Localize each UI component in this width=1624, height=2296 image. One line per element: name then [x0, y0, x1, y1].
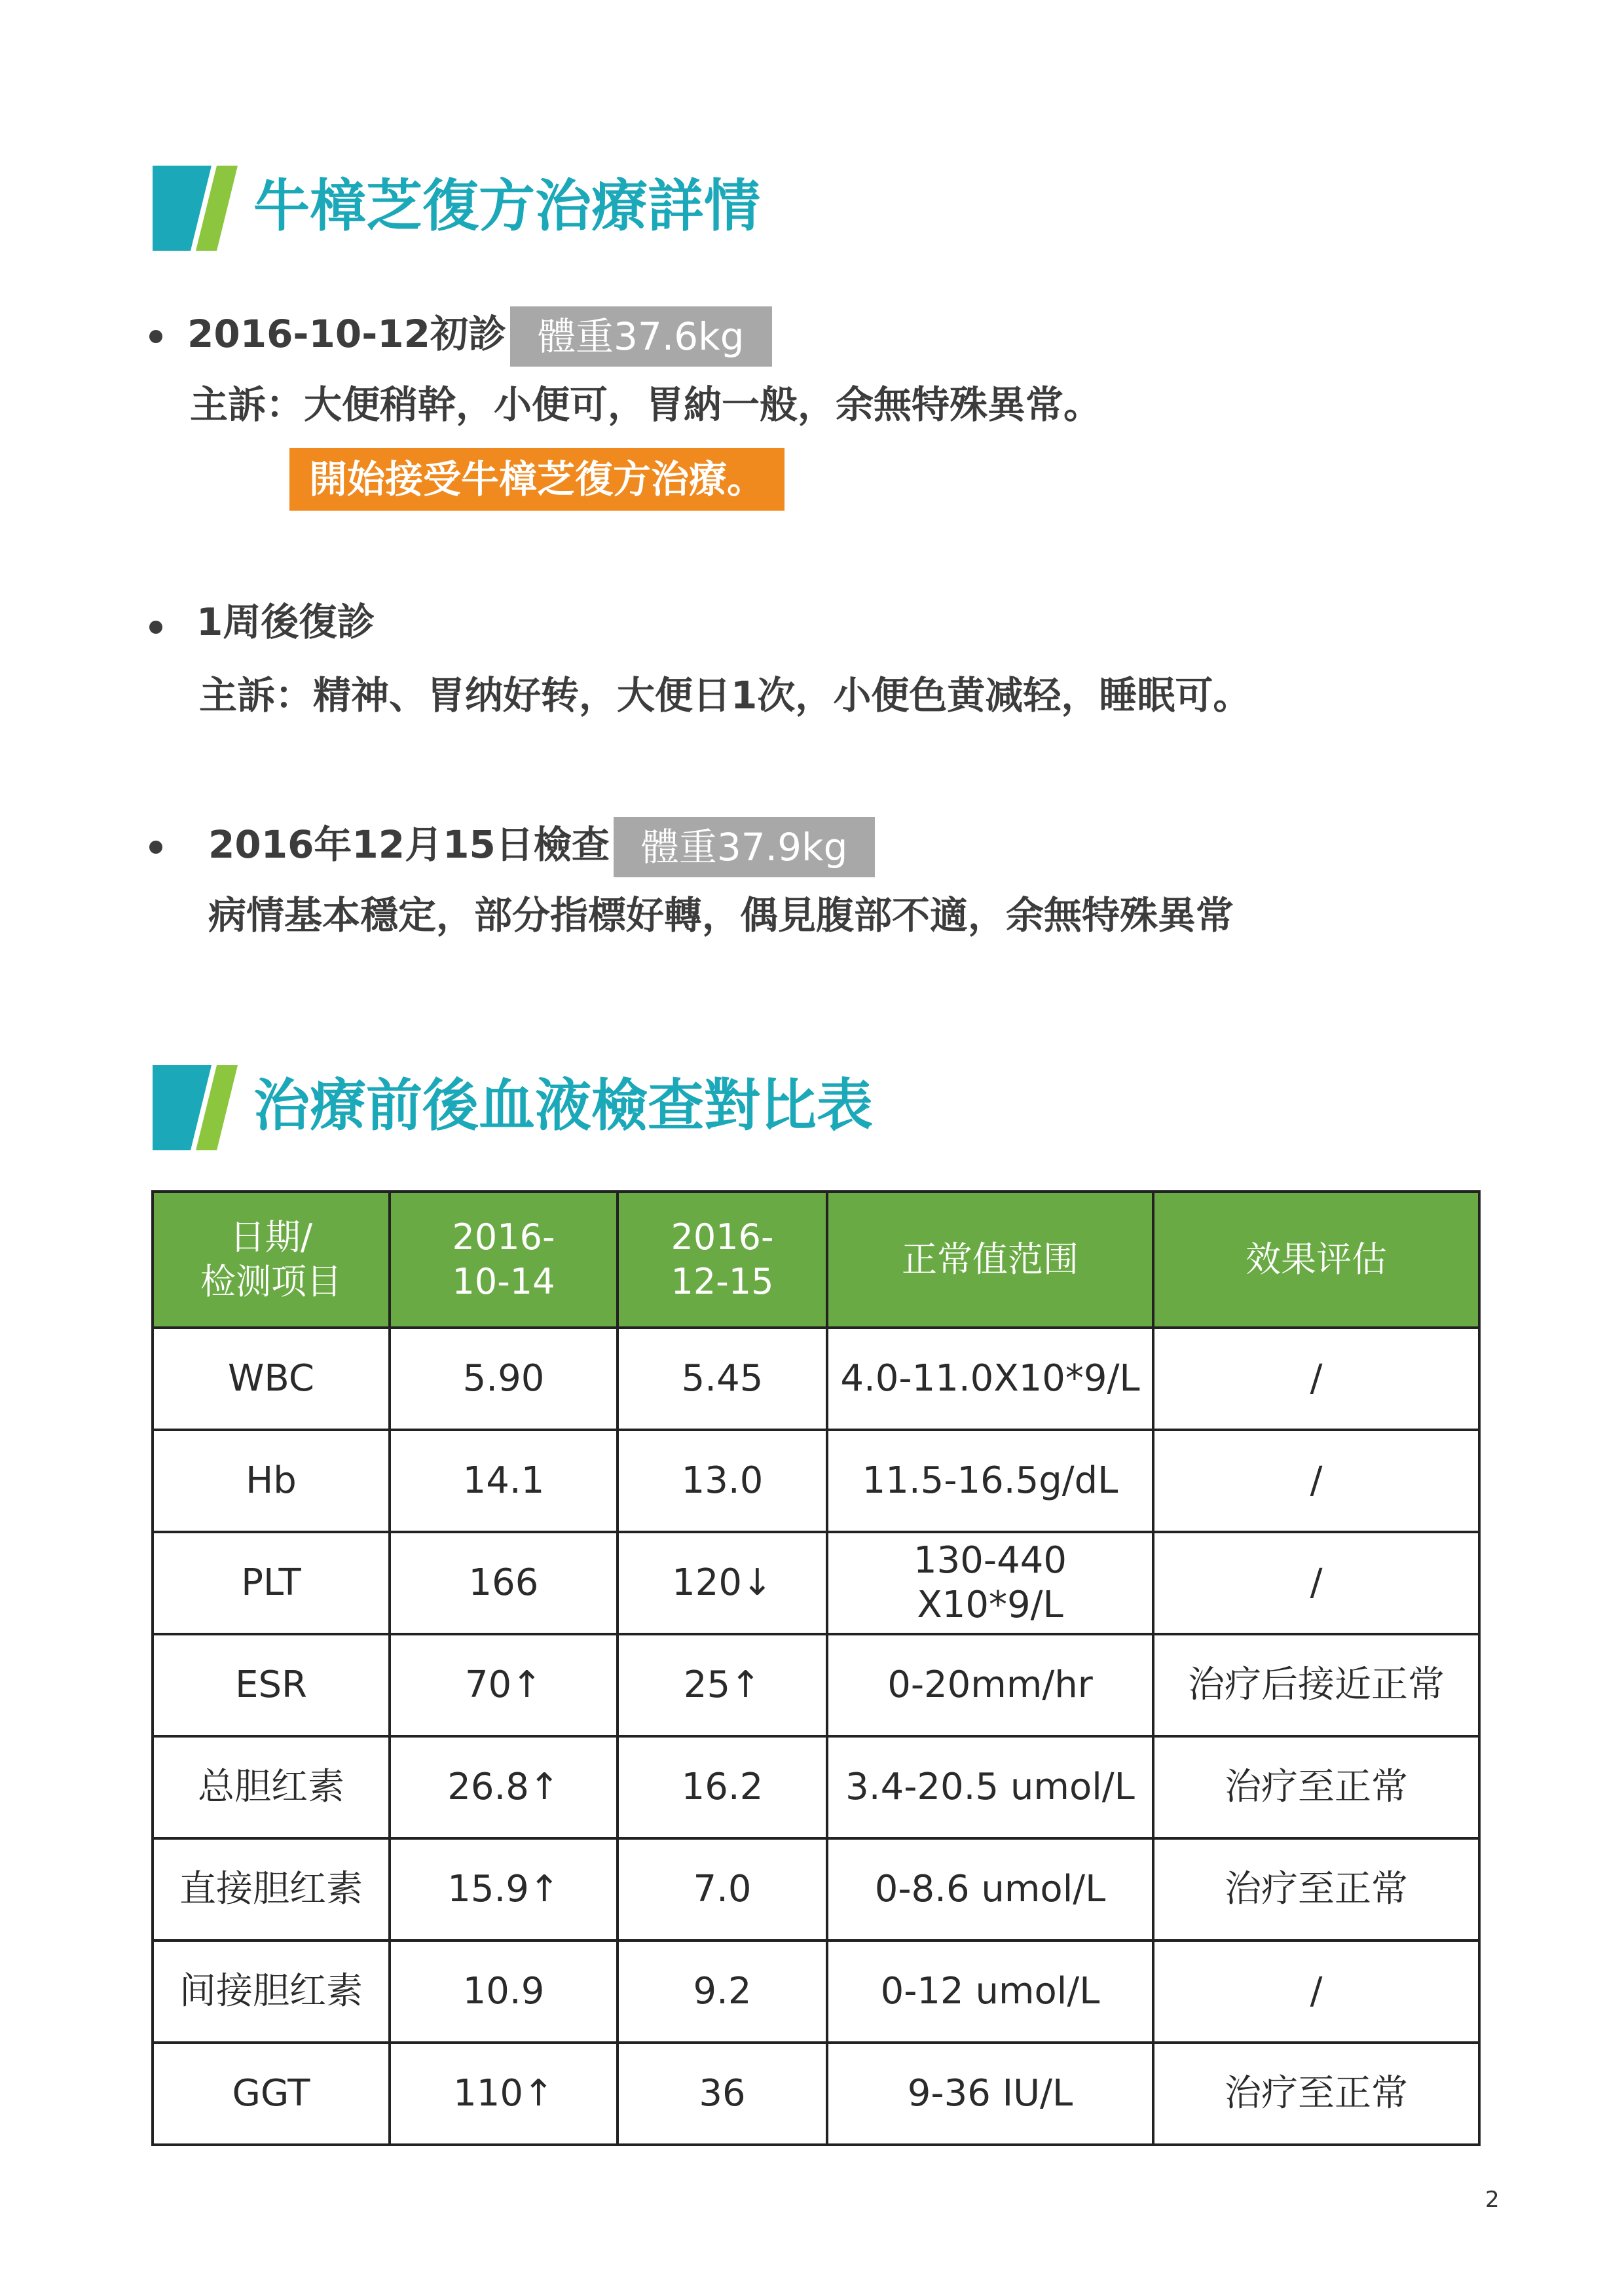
visit2-complaint: 主訴：精神、胃纳好转，大便日1次，小便色黄减轻，睡眠可。 [199, 673, 1251, 718]
table-row [153, 2043, 1479, 2145]
range-cell: 4.0-11.0X10*9/L [827, 1328, 1153, 1430]
eval-cell: 治疗至正常 [1153, 2043, 1479, 2145]
after-cell: 25↑ [618, 1634, 827, 1736]
visit2-date: 1周後復診 [196, 600, 375, 644]
range-cell: 9-36 IU/L [827, 2043, 1153, 2145]
table-row [153, 1328, 1479, 1430]
bullet-icon [149, 330, 162, 343]
after-cell: 9.2 [618, 1941, 827, 2043]
eval-cell: / [1153, 1941, 1479, 2043]
blood-test-table [151, 1190, 1481, 2146]
item-cell: WBC [153, 1328, 390, 1430]
bullet-icon [149, 841, 162, 854]
range-cell: 0-12 umol/L [827, 1941, 1153, 2043]
after-cell: 5.45 [618, 1328, 827, 1430]
bullet-icon [149, 621, 162, 634]
before-cell: 14.1 [390, 1430, 618, 1532]
item-cell: Hb [153, 1430, 390, 1532]
visit1-complaint: 主訴：大便稍幹，小便可，胃納一般，余無特殊異常。 [190, 382, 1102, 427]
heading-accent-icon [153, 1065, 238, 1150]
eval-cell: / [1153, 1532, 1479, 1634]
table-header-row [153, 1192, 1479, 1328]
range-cell: 3.4-20.5 umol/L [827, 1736, 1153, 1838]
treatment-start-highlight: 開始接受牛樟芝復方治療。 [289, 448, 784, 511]
after-cell: 120↓ [618, 1532, 827, 1634]
table-row [153, 1634, 1479, 1736]
before-cell: 110↑ [390, 2043, 618, 2145]
weight-tag: 體重37.9kg [614, 817, 876, 877]
item-cell: 直接胆红素 [153, 1838, 390, 1941]
item-cell: ESR [153, 1634, 390, 1736]
table-row [153, 1736, 1479, 1838]
item-cell: PLT [153, 1532, 390, 1634]
eval-cell: / [1153, 1430, 1479, 1532]
header-cell: 日期/ 检测项目 [153, 1192, 390, 1328]
header-cell: 正常值范围 [827, 1192, 1153, 1328]
header-cell: 2016- 12-15 [618, 1192, 827, 1328]
item-cell: 间接胆红素 [153, 1941, 390, 2043]
eval-cell: 治疗后接近正常 [1153, 1634, 1479, 1736]
before-cell: 166 [390, 1532, 618, 1634]
before-cell: 26.8↑ [390, 1736, 618, 1838]
after-cell: 16.2 [618, 1736, 827, 1838]
eval-cell: / [1153, 1328, 1479, 1430]
visit1-date: 2016-10-12初診 [187, 312, 506, 357]
eval-cell: 治疗至正常 [1153, 1736, 1479, 1838]
item-cell: 总胆红素 [153, 1736, 390, 1838]
table-row [153, 1532, 1479, 1634]
section-title: 治療前後血液檢查對比表 [253, 1073, 873, 1139]
item-cell: GGT [153, 2043, 390, 2145]
range-cell: 0-20mm/hr [827, 1634, 1153, 1736]
range-cell: 0-8.6 umol/L [827, 1838, 1153, 1941]
after-cell: 13.0 [618, 1430, 827, 1532]
range-cell: 11.5-16.5g/dL [827, 1430, 1153, 1532]
header-cell: 2016- 10-14 [390, 1192, 618, 1328]
before-cell: 70↑ [390, 1634, 618, 1736]
table-row [153, 1430, 1479, 1532]
visit1-line [187, 306, 772, 367]
eval-cell: 治疗至正常 [1153, 1838, 1479, 1941]
visit3-note: 病情基本穩定，部分指標好轉，偶見腹部不適，余無特殊異常 [208, 893, 1234, 938]
header-cell: 效果评估 [1153, 1192, 1479, 1328]
after-cell: 7.0 [618, 1838, 827, 1941]
before-cell: 10.9 [390, 1941, 618, 2043]
heading-accent-icon [153, 166, 238, 251]
table-row [153, 1838, 1479, 1941]
after-cell: 36 [618, 2043, 827, 2145]
visit3-line [208, 817, 875, 877]
visit3-date: 2016年12月15日檢查 [208, 822, 610, 867]
before-cell: 5.90 [390, 1328, 618, 1430]
page-number: 2 [1485, 2187, 1500, 2213]
weight-tag: 體重37.6kg [510, 306, 772, 367]
table-row [153, 1941, 1479, 2043]
section-title: 牛樟芝復方治療詳情 [253, 173, 760, 239]
before-cell: 15.9↑ [390, 1838, 618, 1941]
range-cell: 130-440 X10*9/L [827, 1532, 1153, 1634]
